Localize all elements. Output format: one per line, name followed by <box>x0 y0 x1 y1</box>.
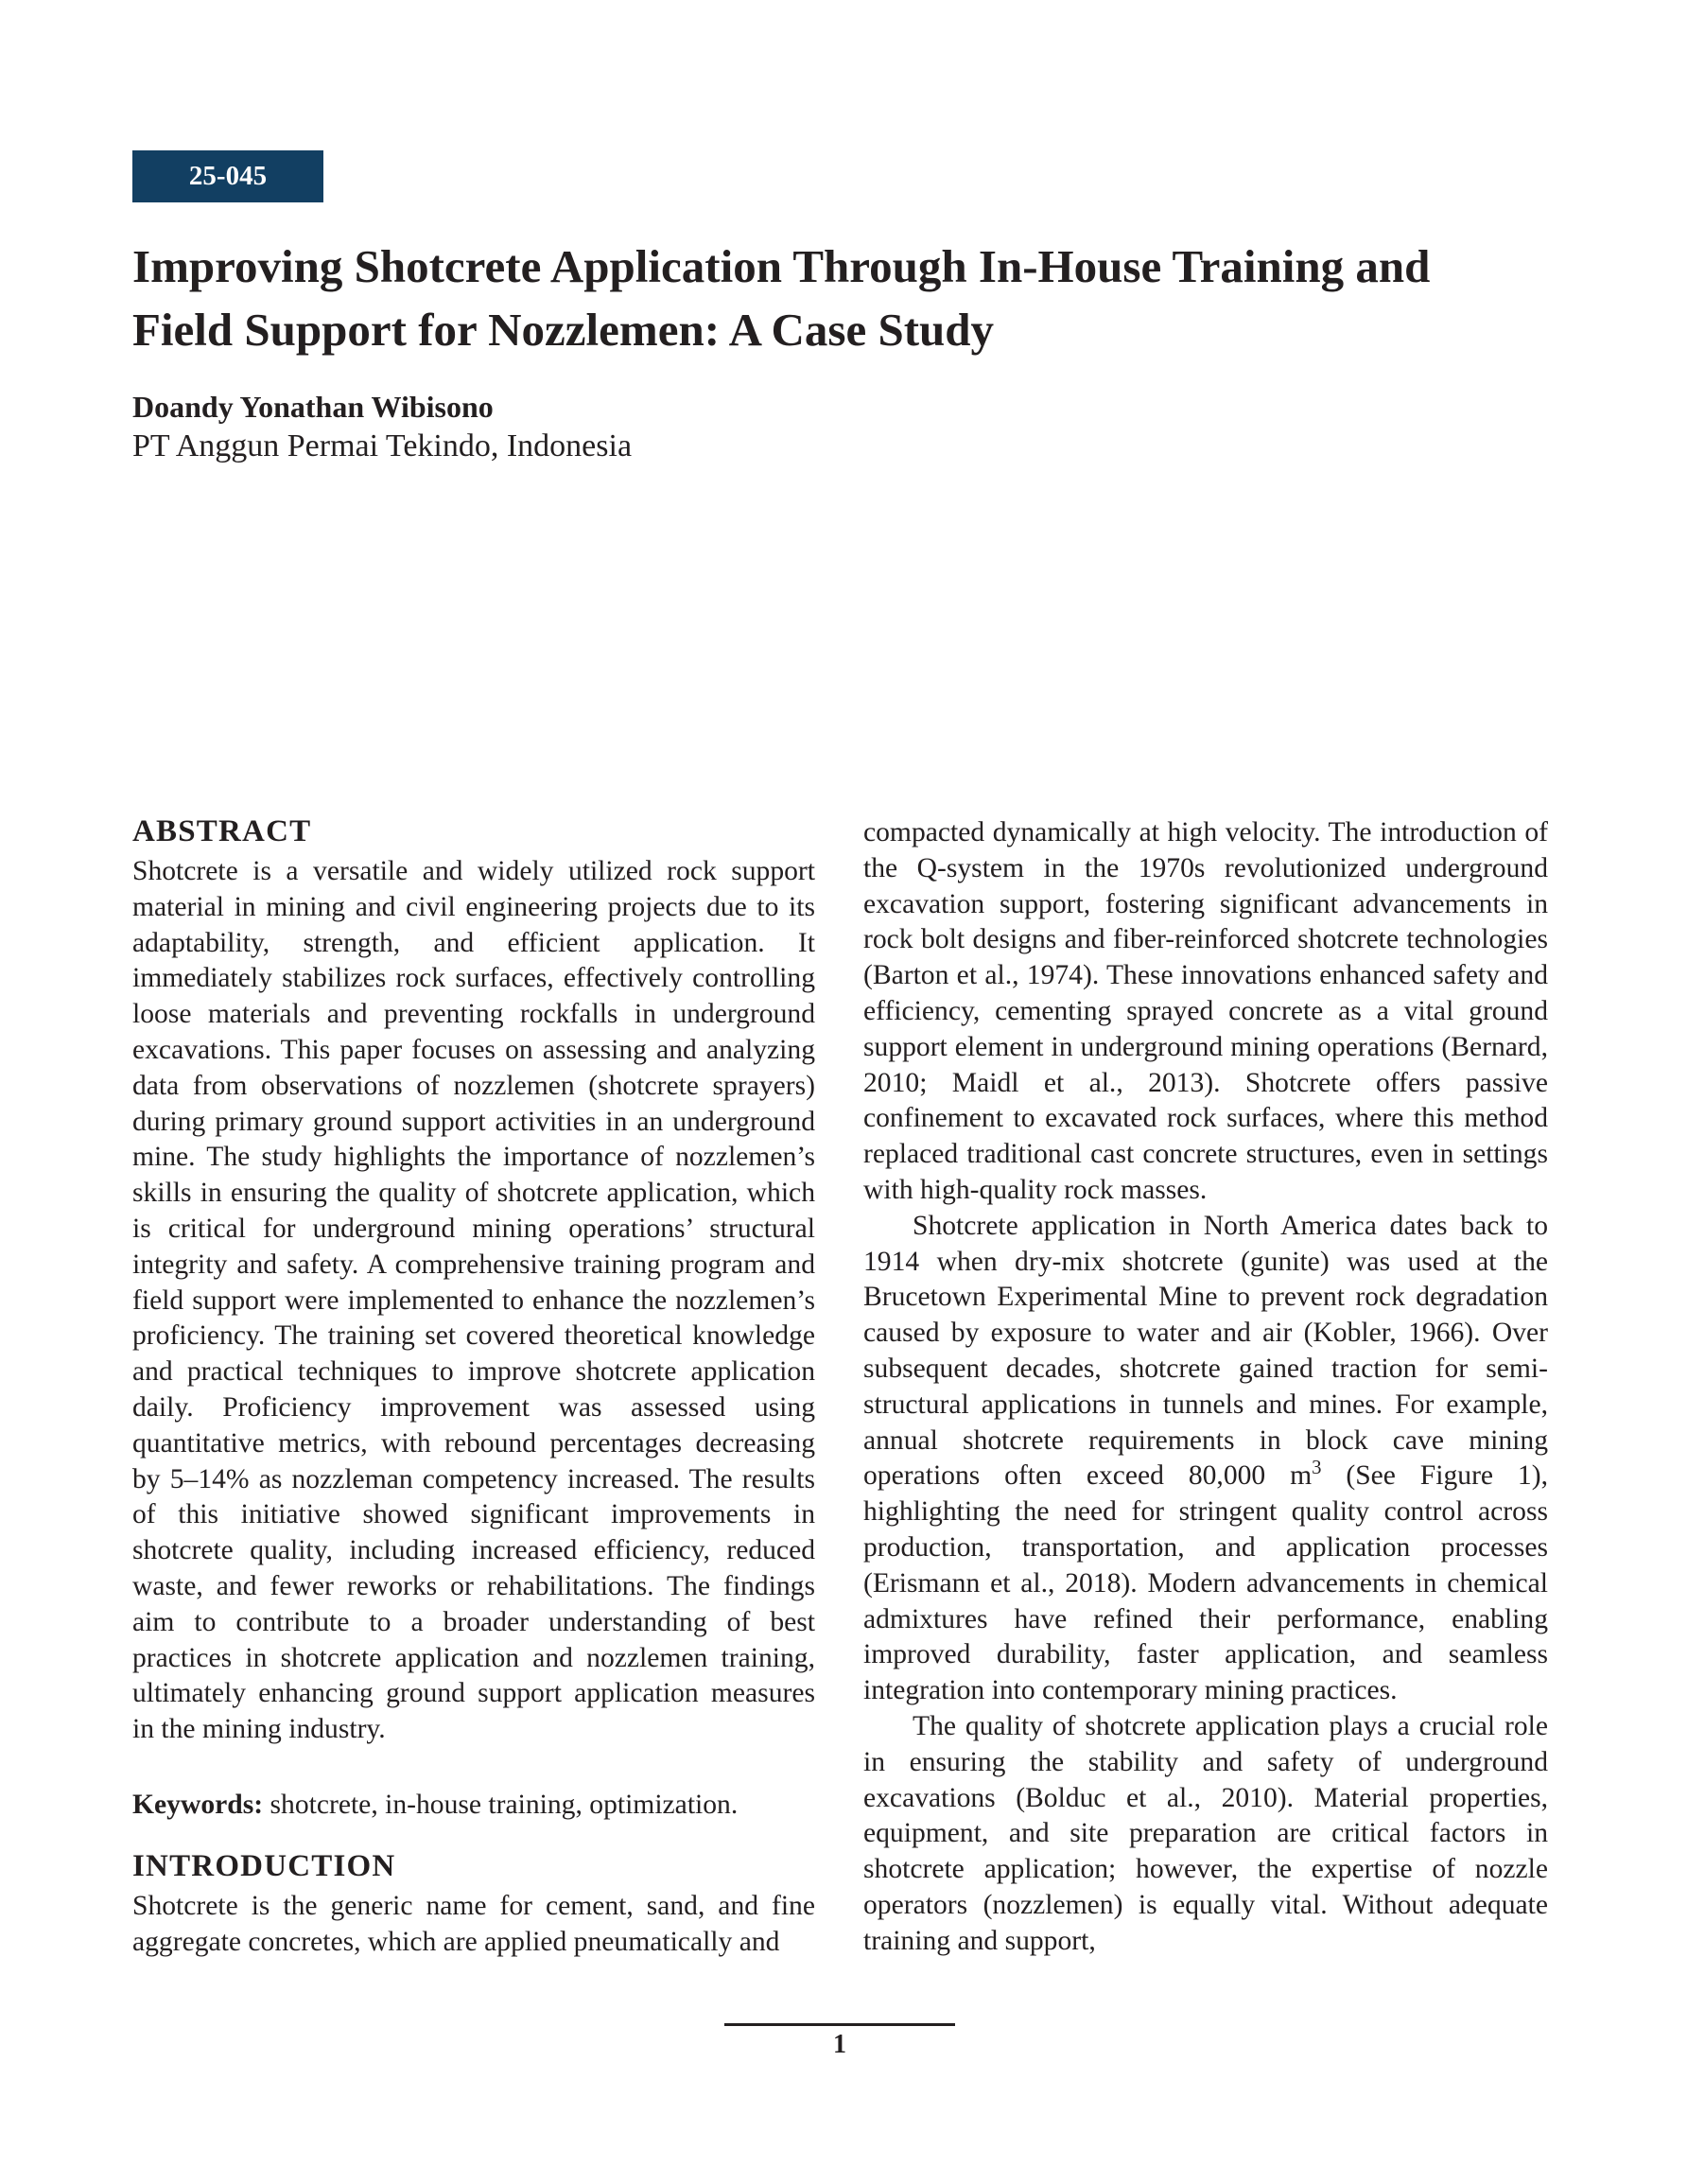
p2-text-after: (See Figure 1), highlighting the need for stringent quality control across production, transportation, and application processes (Erismann et al., 2018). Modern advancements in chemical admixtures have refined their performance, enabling improved durability, faster application, and seamless integration into contemporary mining practices. <box>863 1460 1548 1706</box>
paper-title: Improving Shotcrete Application Through In-House Training and Field Support for Nozzlemen: A Case Study <box>132 240 1431 356</box>
p2-superscript: 3 <box>1312 1458 1322 1479</box>
introduction-paragraph-1-end: compacted dynamically at high velocity. The introduction of the Q-system in the 1970s revolutionized underground excavation support, fostering significant advancements in rock bolt designs and fiber-reinforced shotcrete technologies (Barton et al., 1974). These innovations enhanced safety and efficiency, cementing sprayed concrete as a vital ground support element in underground mining operations (Bernard, 2010; Maidl et al., 2013). Shotcrete offers passive confinement to excavated rock surfaces, where this method replaced traditional cast concrete structures, even in settings with high-quality rock masses. <box>863 817 1548 1205</box>
introduction-paragraph-1-start: Shotcrete is the generic name for cement, sand, and fine aggregate concretes, which are applied pneumatically and <box>132 1890 815 1957</box>
abstract-text: Shotcrete is a versatile and widely utilized rock support material in mining and civil engineering projects due to its adaptability, strength, and efficient application. It immediately stabilizes rock surfaces, effectively controlling loose materials and preventing rockfalls in underground excavations. This paper focuses on assessing and analyzing data from observations of nozzlemen (shotcrete sprayers) during primary ground support activities in an underground mine. The study highlights the importance of nozzlemen’s skills in ensuring the quality of shotcrete application, which is critical for underground mining operations’ structural integrity and safety. A comprehensive training program and field support were implemented to enhance the nozzlemen’s proficiency. The training set covered theoretical knowledge and practical techniques to improve shotcrete application daily. Proficiency improvement was assessed using quantitative metrics, with rebound percentages decreasing by 5–14% as nozzleman competency increased. The results of this initiative showed significant improvements in shotcrete quality, including increased efficiency, reduced waste, and fewer reworks or rehabilitations. The findings aim to contribute to a broader understanding of best practices in shotcrete application and nozzlemen training, ultimately enhancing ground support application measures in the mining industry. <box>132 856 815 1745</box>
introduction-paragraph-3: The quality of shotcrete application plays a crucial role in ensuring the stability and safety of underground excavations (Bolduc et al., 2010). Material properties, equipment, and site preparation are critical factors in shotcrete application; however, the expertise of nozzle operators (nozzlemen) is equally vital. Without adequate training and support, <box>863 1710 1548 1956</box>
introduction-heading: INTRODUCTION <box>132 1848 396 1883</box>
introduction-paragraph-2 <box>863 1209 1548 1709</box>
keywords-label: Keywords: <box>132 1789 264 1820</box>
page-number: 1 <box>833 2030 846 2059</box>
keywords <box>132 1788 815 1824</box>
paper-id-badge: 25-045 <box>132 150 323 202</box>
left-column <box>132 813 815 1960</box>
keywords-text: shotcrete, in-house training, optimization. <box>270 1789 739 1820</box>
author-affiliation: PT Anggun Permai Tekindo, Indonesia <box>132 428 633 463</box>
abstract-heading: ABSTRACT <box>132 814 312 848</box>
right-column <box>863 815 1548 1960</box>
author-name: Doandy Yonathan Wibisono <box>132 390 494 424</box>
footer-rule <box>724 2023 955 2026</box>
p2-text-before: Shotcrete application in North America dates back to 1914 when dry-mix shotcrete (gunite) was used at the Brucetown Experimental Mine to prevent rock degradation caused by exposure to water and air (Kobler, 1966). Over subsequent decades, shotcrete gained traction for semi-structural applications in tunnels and mines. For example, annual shotcrete requirements in block cave mining operations often exceed 80,000 m <box>863 1210 1548 1492</box>
